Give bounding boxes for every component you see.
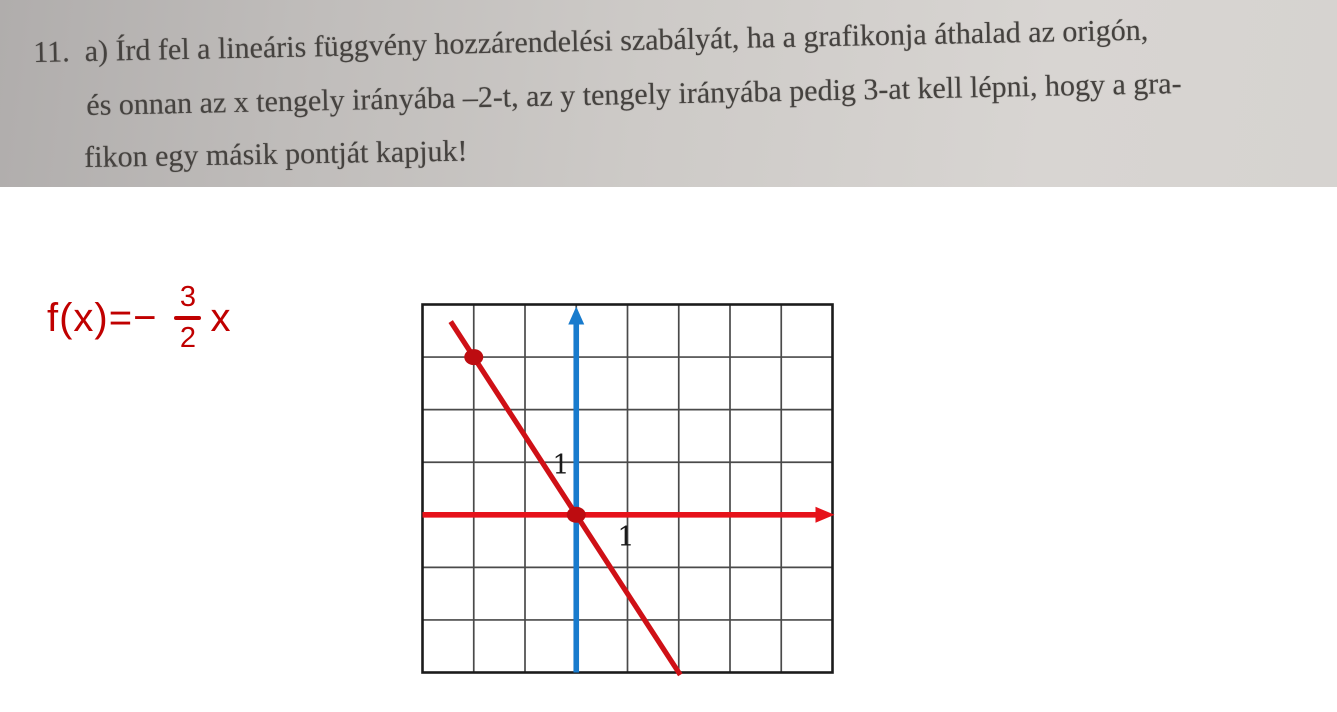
fraction-bar (174, 316, 201, 320)
problem-text-line-2: és onnan az x tengely irányába –2-t, az y tengely irányába pedig 3-at kell lépni, hogy a gra- (86, 67, 1182, 122)
y-axis-arrowhead (568, 307, 584, 325)
formula-numerator: 3 (179, 281, 197, 313)
graph-svg (421, 303, 835, 679)
graph-container (421, 303, 835, 684)
point-marker (567, 507, 586, 523)
formula-suffix: x (210, 296, 232, 340)
formula-denominator: 2 (179, 322, 197, 354)
point-marker (464, 349, 483, 365)
y-unit-label: 1 (552, 450, 570, 481)
problem-text-line-1: 11. a) Írd fel a lineáris függvény hozzárendelési szabályát, ha a grafikonja áthalad az origón, (33, 13, 1149, 69)
formula-fraction (174, 283, 201, 353)
answer-formula (47, 283, 231, 353)
problem-text-line-3: fikon egy másik pontját kapjuk! (84, 134, 468, 174)
function-line (451, 322, 681, 675)
formula-prefix: f(x)=− (47, 296, 158, 340)
x-unit-label: 1 (617, 522, 635, 553)
scanned-problem-band (0, 0, 1337, 187)
